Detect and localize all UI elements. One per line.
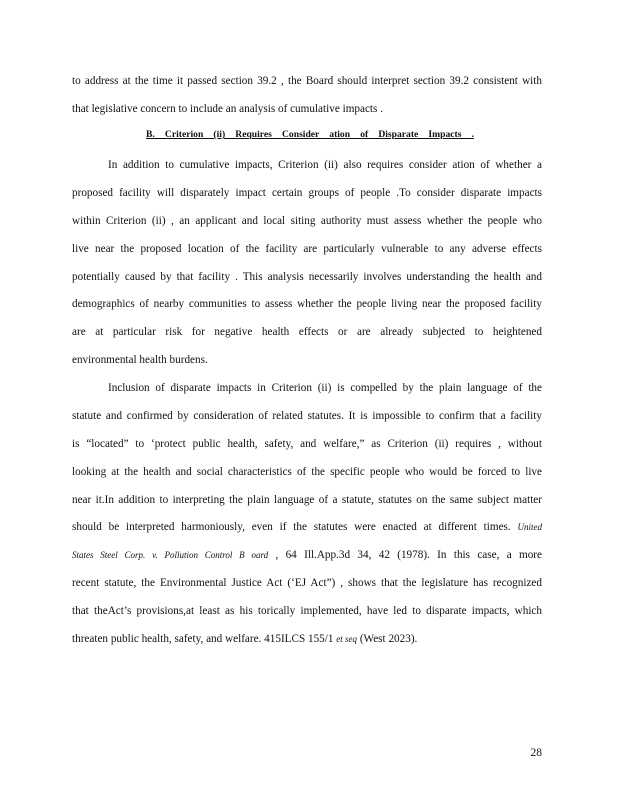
paragraph-line: statute and confirmed by consideration of related statutes. It is impossible to confirm that a facility xyxy=(72,410,542,422)
paragraph-line-text: , 64 Ill.App.3d 34, 42 (1978). In this case, a more xyxy=(275,549,542,561)
case-citation: States Steel Corp. v. Pollution Control B oard xyxy=(72,550,269,560)
paragraph-line: Inclusion of disparate impacts in Criterion (ii) is compelled by the plain language of the xyxy=(108,382,542,394)
paragraph-line: near it.In addition to interpreting the plain language of a statute, statutes on the same subject matter xyxy=(72,494,542,506)
case-citation: United xyxy=(517,522,542,532)
paragraph-line: are at particular risk for negative health effects or are already subjected to heightened xyxy=(72,326,542,338)
paragraph-line: looking at the health and social characteristics of the specific people who would be forced to live xyxy=(72,466,542,478)
paragraph-line: that legislative concern to include an analysis of cumulative impacts . xyxy=(72,103,383,115)
paragraph-line: that theAct’s provisions,at least as his torically implemented, have led to disparate impacts, which xyxy=(72,605,542,617)
paragraph-line-text: threaten public health, safety, and welfare. 415ILCS 155/1 xyxy=(72,633,334,645)
page-number: 28 xyxy=(530,747,542,759)
statute-citation: et seq xyxy=(336,634,358,644)
paragraph-line xyxy=(72,548,542,562)
paragraph-line: recent statute, the Environmental Justice Act (‘EJ Act”) , shows that the legislature has recognized xyxy=(72,577,542,589)
paragraph-line: live near the proposed location of the facility are particularly vulnerable to any adverse effects xyxy=(72,243,542,255)
paragraph-line xyxy=(72,632,542,646)
paragraph-line-text: should be interpreted harmoniously, even if the statutes were enacted at different times. xyxy=(72,521,511,533)
section-heading: B. Criterion (ii) Requires Consider ation of Disparate Impacts . xyxy=(146,129,474,140)
paragraph-line: environmental health burdens. xyxy=(72,354,208,366)
paragraph-line xyxy=(72,520,542,534)
paragraph-line-text: (West 2023). xyxy=(359,633,418,645)
paragraph-line: potentially caused by that facility . This analysis necessarily involves understanding the health and xyxy=(72,271,542,283)
paragraph-line: is “located” to ‘protect public health, safety, and welfare,” as Criterion (ii) requires , without xyxy=(72,438,542,450)
paragraph-line: demographics of nearby communities to assess whether the people living near the proposed facility xyxy=(72,298,542,310)
paragraph-line: proposed facility will disparately impact certain groups of people .To consider disparate impacts xyxy=(72,187,542,199)
paragraph-line: within Criterion (ii) , an applicant and local siting authority must assess whether the people who xyxy=(72,215,542,227)
paragraph-line: In addition to cumulative impacts, Criterion (ii) also requires consider ation of whether a xyxy=(108,159,542,171)
paragraph-line: to address at the time it passed section 39.2 , the Board should interpret section 39.2 consistent with xyxy=(72,75,542,87)
